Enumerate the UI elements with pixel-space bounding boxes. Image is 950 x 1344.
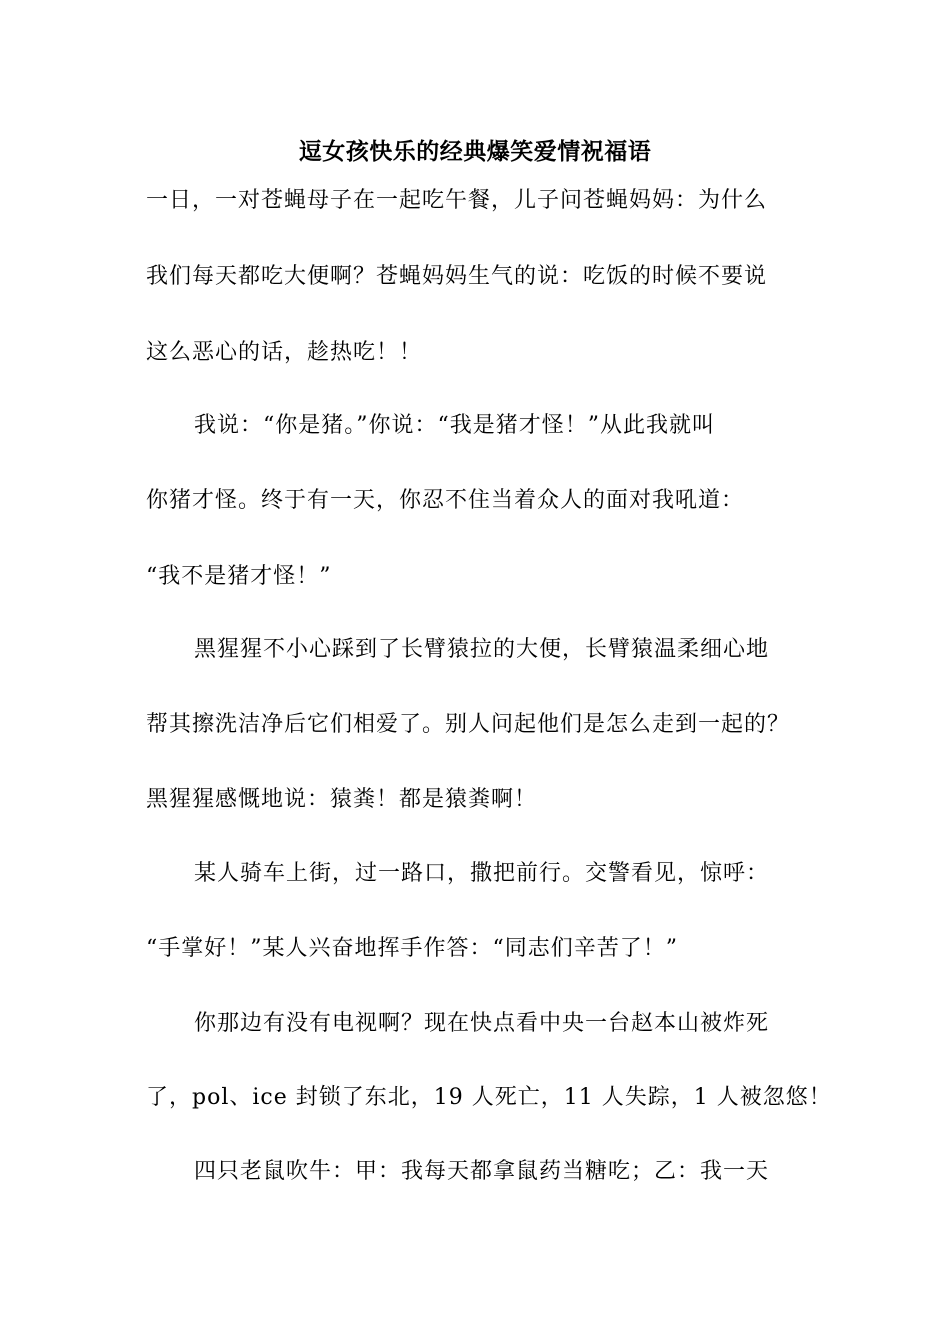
paragraph-line: 我们每天都吃大便啊？苍蝇妈妈生气的说：吃饭的时候不要说 [146,264,768,289]
paragraph-line: 你猪才怪。终于有一天，你忍不住当着众人的面对我吼道： [146,488,745,513]
document-title: 逗女孩快乐的经典爆笑爱情祝福语 [298,138,652,165]
paragraph-line: 你那边有没有电视啊？现在快点看中央一台赵本山被炸死 [194,1011,770,1036]
paragraph-line: 黑猩猩不小心踩到了长臂猿拉的大便，长臂猿温柔细心地 [194,637,770,662]
paragraph-line: 黑猩猩感慨地说：猿粪！都是猿粪啊！ [146,787,538,812]
paragraph-line: 这么恶心的话，趁热吃！！ [146,340,423,365]
paragraph-line: 我说：“你是猪。”你说：“我是猪才怪！”从此我就叫 [194,413,715,438]
paragraph-line: 四只老鼠吹牛：甲：我每天都拿鼠药当糖吃；乙：我一天 [194,1159,770,1184]
paragraph-line: 了，pol、ice 封锁了东北，19 人死亡，11 人失踪，1 人被忽悠！ [146,1085,832,1110]
paragraph-line: “手掌好！”某人兴奋地挥手作答：“同志们辛苦了！” [146,936,678,961]
paragraph-line: 帮其擦洗洁净后它们相爱了。别人问起他们是怎么走到一起的？ [146,712,791,737]
paragraph-line: “我不是猪才怪！” [146,564,332,589]
paragraph-line: 一日，一对苍蝇母子在一起吃午餐，儿子问苍蝇妈妈：为什么 [146,188,768,213]
paragraph-line: 某人骑车上街，过一路口，撒把前行。交警看见，惊呼： [194,861,770,886]
